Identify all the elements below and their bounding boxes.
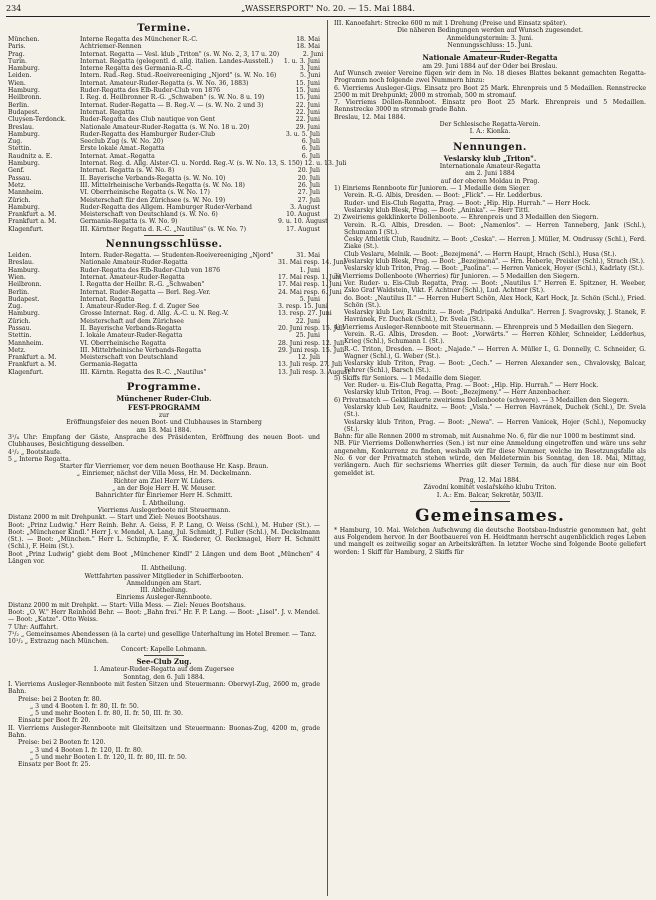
column-divider	[327, 20, 328, 896]
table-row	[8, 131, 320, 138]
row-date: 27. Juli	[297, 189, 320, 197]
breslau-line: Breslau, 12. Mai 1884.	[334, 113, 406, 121]
entry-line: 1) Einriems Rennboote für Junioren. — 1 Medaille dem Sieger.	[334, 185, 531, 193]
row-event: Grosse Internat. Reg. d. Allg. A.-C. u. N. Reg.-V.	[80, 310, 229, 318]
program-line: „ an der Boje Herr H. W. Meuser.	[112, 485, 216, 493]
entry-line: NB. Für Vierriems Dollenwherries (Sen.) ist nur eine Anmeldung eingetroffen und wäre uns sehr angenehm, Konkurrenz zu finden, weshalb wir für diese Nummer, welche im Besetzungsfalle als No. 6 vor der Privatmatch stehen würde, den Meldetermin bis Sonntag, den 18. Mai, Mittag, verlängern. Auch für sechsriems Wherries gilt dieser Termin, da auch für diese nur ein Boot gemeldet ist.	[334, 440, 646, 477]
program-line: Starter für Vierriemer, vor dem neuen Boothause Hr. Kasp. Braun.	[59, 463, 269, 471]
entry-line: 3) Vierriems Dollenboote (Wherries) für Junioren. — 5 Medaillen den Siegern.	[334, 272, 580, 280]
row-event: II. Bayerische Verbands-Regatta (s. W. No. 10)	[80, 174, 226, 182]
row-date: 15. Juni	[295, 79, 320, 87]
entry-line: 4) Vierriems Ausleger-Rennboote mit Steuermann. — Ehrenpreis und 5 Medaillen den Siegern.	[334, 323, 634, 331]
entry-line: Závodní komitét veslařského klubu Triton.	[423, 484, 557, 492]
row-place: Breslau.	[8, 123, 34, 131]
row-place: Cluysen-Terdonck.	[8, 116, 67, 124]
termine-heading: Termine.	[137, 23, 191, 34]
table-row	[8, 346, 345, 354]
program-line: 7 Uhr: Auffahrt.	[8, 623, 59, 631]
entry-line: Veslarsky klub Triton, Prag. — Boot: „Cech." — Herren Alexander sen., Chvalovsky, Balcar, Fehrer (Schl.), Barsch (St.).	[344, 360, 646, 375]
entry-line: Club Veslaru, Melnik. — Boot: „Bezejmená". — Herrn Haupt, Hrach (Schl.), Husa (St.).	[344, 250, 617, 258]
entry-line: Veslarsky klub Triton, Prag. — Boot: „Paolina". — Herren Vanicek, Hoyer (Schl.), Kadrlaty (St.).	[344, 265, 644, 273]
row-date: 27. Juli	[297, 196, 320, 204]
muenchener-title-line: Münchener Ruder-Club.	[116, 394, 212, 404]
row-place: Leiden.	[8, 72, 32, 80]
row-date: 25. Juni	[295, 332, 320, 340]
row-place: Leiden.	[8, 252, 32, 260]
row-date: 29. Juni	[295, 123, 320, 131]
row-place: Raudnitz a. E.	[8, 152, 53, 160]
row-date: 31. Mai resp. 14. Juni	[278, 259, 346, 267]
table-row	[8, 189, 320, 196]
row-date: 1. Juni	[299, 266, 320, 274]
row-event: II. Bayerische Verbands-Regatta	[80, 324, 182, 332]
entry-line: Ver. Ruder- u. Eis-Club Regatta, Prag. — Boot: „Nautilus I." Herren E. Spitzner, H. Weeber, Zsko Graf Waldstein, Vikt. F. Achtner (Schl.), Lud. Achtner (St.).	[344, 279, 646, 295]
row-date: 15. Juni	[295, 94, 320, 102]
nennungen-heading: Nennungen.	[453, 141, 527, 153]
row-event: Germania-Regatta (s. W. No. 9)	[80, 218, 178, 226]
row-event: Germania-Regatta	[80, 361, 138, 369]
row-date: 3. August	[290, 203, 320, 211]
program-line: Richter am Ziel Herr W. Lüders.	[113, 477, 215, 485]
program-line: „ Einriemer, nächst der Villa Mess, Hr. M. Deckelmann.	[76, 470, 252, 478]
entry-line: R.-C. Triton, Dresden. — Boot: „Najade." — Herren A. Müller I., G. Donnelly, C. Schneider, G. Wagner (Schl.), G. Weber (St.).	[344, 345, 646, 360]
table-row	[8, 36, 320, 43]
row-event: Internat. Ruder-Regatta — B. Reg.-V. — (s. W. No. 2 und 3)	[80, 101, 264, 109]
entry-line: Veslarsky klub Blesk, Prag. — Boot: „Bezejmená". — Hrn. Heberle, Preisler (Schl.), Strach (St.).	[344, 258, 645, 266]
table-row	[8, 124, 320, 131]
seeclub-line: Preise: bei 2 Booten fr. 80.	[18, 695, 102, 703]
program-line: Vierriems Auslegerboote mit Steuermann.	[97, 506, 231, 514]
table-row	[8, 211, 320, 218]
row-date: 13. Juli resp. 3. August	[278, 368, 350, 376]
table-row	[8, 87, 320, 94]
table-row	[8, 43, 320, 50]
table-row	[8, 218, 328, 226]
row-event: Meisterschaft von Deutschland (s. W. No. 6)	[80, 211, 218, 219]
program-line: Bahnrichter für Einriemer Herr H. Schmitt.	[95, 492, 233, 500]
entry-line: Veslarsky klub Triton, Prag. — Boot: „Newa". — Herren Vanicek, Hojer (Schl.), Nepomucky (St.).	[344, 418, 646, 433]
row-event: Internat. Regatta (s. W. No. 8)	[80, 167, 175, 175]
row-place: Turin.	[8, 57, 28, 65]
entry-line: Verein. R.-G. Albis, Dresden. — Boot: „Flick". — Hr. Ledderbus.	[344, 192, 543, 200]
kanoefahrt-line: Anmeldungstermin: 3. Juni.	[446, 34, 534, 42]
row-date: 20. Juni resp. 15. Juli	[278, 324, 345, 332]
entry-line: Ver. Ruder- u. Eis-Club Regatta, Prag. — Boot: „Hip. Hip. Hurrah." — Herr Hock.	[344, 382, 599, 390]
row-place: Hamburg.	[8, 65, 40, 73]
row-date: 2. Juni	[302, 50, 324, 58]
row-place: Berlin.	[8, 288, 30, 296]
row-date: 17. Mai resp. 1. Juni	[278, 273, 342, 281]
row-place: Paris.	[8, 43, 26, 51]
row-date: 20. Juli	[297, 174, 320, 182]
program-line: I. Abtheilung.	[142, 499, 186, 507]
row-place: Klagenfurt.	[8, 368, 44, 376]
table-row	[8, 116, 320, 123]
program-line: Anmeldungen am Start.	[126, 579, 202, 587]
program-line: Distanz 2000 m mit Drehpunkt. — Start und Ziel: Neues Bootshaus.	[8, 514, 222, 522]
program-line: II. Abtheilung.	[141, 565, 187, 573]
programme-heading: Programme.	[126, 382, 202, 394]
row-event: Internat. Reg. d. Allg. Alster-Cl. u. Nordd. Reg.-V. (s. W. No. 13, S. 150)	[80, 160, 303, 168]
row-place: Zug.	[8, 138, 23, 146]
row-place: Passau.	[8, 324, 32, 332]
table-row	[8, 204, 320, 211]
muenchener-title-line: FEST-PROGRAMM	[127, 402, 201, 412]
muenchener-program	[8, 434, 320, 653]
row-event: Ruder-Regatta des Hamburger Ruder-Club	[80, 130, 216, 138]
row-date: 29. Juni resp. 15. Juli	[278, 346, 345, 354]
table-row	[8, 361, 343, 369]
row-event: Meisterschaft auf dem Zürichsee	[80, 317, 184, 325]
row-place: Metz.	[8, 181, 26, 189]
row-place: Frankfurt a. M.	[8, 211, 57, 219]
table-row	[8, 80, 320, 87]
table-row	[8, 175, 320, 182]
entry-line: Bahn: für alle Rennen 2000 m stromab, mit Ausnahme No. 6, für die nur 1000 m bestimmt sind.	[334, 433, 636, 441]
row-place: Klagenfurt.	[8, 225, 44, 233]
gemeinsames-text: * Hamburg, 10. Mai. Welchen Aufschwung die deutsche Bootsbau-Industrie genommen hat, geht aus Folgendem hervor. In der Bootbauerei von H. Heidtmann herrscht augenblicklich reges Leben und mangelt es zeitweilig sogar an Arbeitskräften. In letzter Woche sind folgende Boote geliefert worden: 1 Skiff für Hamburg, 2 Skiffs für	[334, 526, 646, 556]
breslau-line: I. A.: Kionka.	[469, 128, 511, 136]
row-place: Hamburg.	[8, 266, 40, 274]
breslau-line: 7. Vierriems Dollen-Rennboot. Einsatz pro Boot 25 Mark. Ehrenpreis und 5 Medaillen. Rennstrecke 3000 m stromab grade Bahn.	[334, 99, 646, 114]
seeclub-line: II. Vierriems Ausleger-Rennboote mit Gleitsitzen und Steuermann: Buonas-Zug, 4200 m, grade Bahn.	[8, 724, 320, 740]
row-event: III. Kärntner Regatta d. R.-C. „Nautilus" (s. W. No. 7)	[80, 225, 246, 233]
table-row	[8, 160, 347, 168]
row-date: 3. u. 5. Juli	[285, 130, 320, 138]
row-date: 5. Juni	[299, 295, 320, 303]
row-event: VI. Oberrheinische Regatta (s. W. No. 17)	[80, 189, 210, 197]
muenchener-title-line: Eröffnungsfeier des neuen Boot- und Clubhauses in Starnberg	[66, 419, 262, 427]
table-row	[8, 65, 320, 72]
triton-heading: Veslarsky klub „Triton".	[443, 153, 537, 163]
row-event: I. Reg. d. Heilbronner R.-G. „Schwaben" (s. W. No. 8 u. 19)	[80, 94, 265, 102]
seeclub-line: Einsatz per Boot fr. 20.	[18, 717, 91, 725]
seeclub-line: „ 5 und mehr Booten I. fr. 80, II. fr. 50, III. fr. 30.	[30, 710, 183, 718]
row-event: Meisterschaft von Deutschland	[80, 354, 178, 362]
table-row	[8, 288, 342, 296]
row-date: 28. Juni resp. 12. Juli	[278, 339, 345, 347]
row-date: 20. Juli	[297, 167, 320, 175]
row-date: 10. August	[286, 211, 320, 219]
entry-line: I. A.: Em. Balcar, Sekretär, 503/II.	[436, 491, 544, 499]
nennungsschluesse-list	[8, 252, 350, 376]
row-place: Zug.	[8, 303, 23, 311]
row-place: Mannheim.	[8, 189, 44, 197]
row-place: Budapest.	[8, 295, 40, 303]
table-row	[8, 339, 345, 347]
row-date: 12. u. 13. Juli	[304, 160, 347, 168]
entry-line: 6) Privatmatch — Gekklinkerte zweiriems Dollenboote (schwere). — 3 Medaillen den Siegern.	[334, 396, 630, 404]
row-date: 6. Juli	[301, 152, 320, 160]
kanoefahrt-line: Nennungsschluss: 15. Juni.	[447, 41, 533, 49]
row-event: Internat. Regatta (gelegentl. d. allg. italien. Landes-Ausstell.)	[80, 57, 274, 65]
kanoefahrt-line: III. Kanoefahrt: Strecke 600 m mit 1 Drehung (Preise und Einsatz später).	[334, 20, 568, 27]
row-date: 17. Mai resp. 1. Juni	[278, 281, 342, 289]
seeclub-line: See-Club Zug.	[136, 656, 192, 666]
table-row	[8, 252, 320, 259]
row-date: 3. Juni	[299, 65, 320, 73]
triton-entries	[334, 185, 646, 499]
program-line: Boot: „Prinz Ludwig." Herr Reinh. Behr. A. Geiss, F. P. Lang, O. Weiss (Schl.), M. Huber (St.). — Boot: „Münchener Kindl." Herr J. v. Mendel, A. Lang, Jul. Schmidt, J. Fuller (Schl.), M. Deckelmann (St.). — Boot: „München." Herr L. Schimpfle, F. X. Riederer, O. Reckmagel, Herr H. Schmitt (Schl.), F. Heim (St.).	[8, 521, 320, 551]
entry-line: Veslarsky klub Lev, Raudnitz. — Boot: „Padripaká Andulka". Herren J. Svagrovsky, J. Stanek, F. Havránek, Fr. Duchek (Schl.), Dr. Svela (St.).	[344, 309, 646, 324]
row-date: 1. u. 3. Juni	[283, 57, 320, 65]
table-row	[8, 153, 320, 160]
seeclub-line: Einsatz per Boot fr. 25.	[18, 761, 91, 769]
section-rule	[144, 235, 184, 236]
section-rule	[470, 51, 510, 52]
muenchener-title-line: zur	[158, 412, 170, 420]
row-event: III. Mittelrheinische Verbands-Regatta (s. W. No. 18)	[80, 181, 245, 189]
table-row	[8, 109, 320, 116]
gemeinsames-heading: Gemeinsames.	[415, 505, 565, 526]
breslau-line: 6. Vierriems Ausleger-Gigs. Einsatz pro Boot 25 Mark. Ehrenpreis und 5 Medaillen. Rennstrecke 2500 m mit Drehpunkt; 2000 m stromab, 500 m stromauf.	[334, 84, 646, 99]
row-date: 18. Mai	[296, 36, 320, 43]
left-column	[8, 20, 350, 898]
row-event: III. Kärntn. Regatta des R.-C. „Nautilus"	[80, 368, 207, 376]
row-event: Ruder-Regatta des Allgem. Hamburger Ruder-Verband	[80, 203, 252, 211]
program-line: Wettfahrten passiver Mitglieder in Schifferbooten.	[84, 572, 244, 580]
seeclub-line: „ 5 und mehr Booten I. fr. 120, II. fr. 80, III. fr. 50.	[30, 753, 187, 761]
kanoefahrt-line: Die näheren Bedingungen werden auf Wunsch zugesendet.	[397, 27, 583, 35]
table-row	[8, 182, 320, 189]
row-place: Metz.	[8, 346, 26, 354]
row-date: 18. Mai	[296, 43, 320, 51]
program-line: 5 „ Interne Regatta.	[8, 455, 71, 463]
entry-line: Ruder- und Eis-Club Regatta, Prag. — Boot: „Hip. Hip. Hurrah." — Herr Hock.	[344, 199, 591, 207]
row-place: Mannheim.	[8, 339, 44, 347]
row-place: Stettin.	[8, 145, 32, 153]
row-place: Frankfurt a. M.	[8, 361, 57, 369]
muenchener-heading-block	[8, 395, 320, 434]
row-event: I. lokale Amateur-Ruder-Regatta	[80, 332, 183, 340]
row-event: I. Regatta der Heilbr. R.-G. „Schwaben"	[80, 281, 205, 289]
row-event: Ruder-Regatta des Club nautique von Gent	[80, 116, 216, 124]
row-event: Erste lokale Amat.-Regatta	[80, 145, 165, 153]
seeclub-line: Sonntag, den 6. Juli 1884.	[123, 673, 205, 681]
row-place: Hamburg.	[8, 203, 40, 211]
program-line: Distanz 2000 m mit Drehpkt. — Start: Villa Mess. — Ziel: Neues Bootshaus.	[8, 601, 246, 609]
program-line: III. Abtheilung.	[140, 587, 188, 595]
row-place: Heilbronn.	[8, 281, 42, 289]
seeclub-zug-program	[8, 658, 320, 769]
row-date: 9. u. 10. August	[278, 218, 328, 226]
table-row	[8, 259, 346, 267]
row-place: Wien.	[8, 273, 26, 281]
breslau-line: Auf Wunsch zweier Vereine fügen wir dem in No. 18 dieses Blattes bekannt gemachten Regatta-Programm noch folgende zwei Nummern hinzu:	[334, 69, 646, 85]
row-place: Hamburg.	[8, 160, 40, 168]
table-row	[8, 58, 320, 65]
table-row	[8, 145, 320, 152]
triton-subheading-line: auf der oberen Moldau in Prag.	[440, 177, 540, 185]
table-row	[8, 273, 342, 281]
row-date: 5. Juni	[300, 72, 321, 80]
row-event: I. Amateur-Ruder-Reg. f. d. Zuger See	[80, 303, 200, 311]
row-event: Meisterschaft für den Zürichsee (s. W. No. 19)	[80, 196, 226, 204]
program-line: 7¹/₂ „ Gemeinsames Abendessen (à la carte) und gesellige Unterhaltung im Hotel Bremer. — Tanz.	[8, 630, 317, 638]
row-place: Passau.	[8, 174, 32, 182]
termine-list	[8, 36, 347, 233]
table-row	[8, 94, 320, 101]
row-event: Interne Regatta des Münchener R.-C.	[80, 36, 198, 43]
page-number: 234	[6, 4, 22, 13]
header-rule	[6, 16, 650, 17]
seeclub-line: „ 3 und 4 Booten I. fr. 120, II. fr. 80.	[30, 746, 143, 754]
row-place: Budapest.	[8, 108, 40, 116]
row-date: 22. Juni	[295, 317, 320, 325]
entry-line: Verein. R.-G. Albis, Dresden. — Boot: „Vorwärts." — Herren Köhler, Schneider, Ledderhus, Krieg (Schl.), Schumann I. (St.).	[344, 330, 646, 346]
row-date: 13. resp. 27. Juni	[278, 310, 332, 318]
entry-line: 2) Zweiriems gekklinkerte Dollenboote. — Ehrenpreis und 3 Medaillen den Siegern.	[334, 214, 599, 222]
section-rule	[144, 378, 184, 379]
row-place: Zürich.	[8, 317, 31, 325]
row-place: Hamburg.	[8, 130, 40, 138]
row-place: Prag.	[8, 50, 25, 58]
entry-line: Veslarsky klub Blesk, Prag. — Boot: „Aninka". — Herr Tittl.	[344, 206, 530, 214]
seeclub-line: Preise: bei 2 Booten fr. 120.	[18, 739, 106, 747]
seeclub-line: I. Vierriems Ausleger-Rennboote mit festen Sitzen und Steuermann: Oberwyl-Zug, 2600 m, grade Bahn.	[8, 680, 320, 696]
kanoefahrt-block	[334, 20, 646, 49]
entry-line: do. Boot: „Nautilus II." — Herren Hubert Schön, Alex Hock, Karl Hock, Jz. Schön (Schl.), Fried. Schön (St.).	[344, 294, 646, 309]
row-place: Frankfurt a. M.	[8, 354, 57, 362]
triton-subheading-line: Internationale Amateur-Regatta	[439, 163, 541, 171]
program-line: Boot: „O. W." Herr Reinhold Behr. — Boot: „Bahn frei." Hr. F. P. Lang. — Boot: „Lisel". J. v. Mendel. — Boot: „Katze". Otto Weiss.	[8, 609, 320, 624]
row-date: 13. Juli resp. 27. Juli	[278, 361, 343, 369]
triton-subheading-line: am 2. Juni 1884	[465, 170, 515, 178]
table-row	[8, 102, 320, 109]
table-row	[8, 226, 320, 233]
breslau-block	[334, 63, 646, 136]
program-line: Boot „Prinz Ludwig" giebt dem Boot „Münchener Kindl" 2 Längen und dem Boot „München" 4 Längen vor.	[8, 550, 320, 565]
row-event: Internat. Amateur-Ruder-Regatta (s. W. No. 36, 1883)	[80, 79, 249, 87]
section-rule	[470, 501, 510, 502]
table-row	[8, 281, 342, 289]
entry-line: Verein. R.-G. Albis, Dresden. — Boot: „Namenlos". — Herren Tanneberg, Jank (Schl.), Schumann I (St.).	[344, 221, 646, 236]
entry-line: 5) Skiffs für Seniors. — 1 Medaille dem Sieger.	[334, 374, 482, 382]
row-event: Ruder-Regatta des Elb-Ruder-Club von 1876	[80, 87, 221, 95]
row-place: Hamburg.	[8, 310, 40, 318]
row-event: Nationale Amateur-Ruder-Regatta (s. W. No. 18 u. 20)	[80, 123, 250, 131]
table-row	[8, 197, 320, 204]
row-date: 31. Mai	[296, 252, 320, 260]
table-row	[8, 303, 328, 311]
table-row	[8, 310, 332, 318]
row-event: Internat. Ruder-Regatta — Berl. Reg.-Ver.	[80, 288, 211, 296]
row-event: Intern. Ruder-Regatta. — Studenten-Roeivereeniging „Njord"	[80, 252, 274, 260]
table-row	[8, 332, 320, 339]
section-rule	[144, 655, 184, 656]
seeclub-line: „ 3 und 4 Booten I. fr. 80, II. fr. 50.	[30, 702, 139, 710]
row-event: Internat. Amateur-Ruder-Regatta	[80, 273, 185, 281]
row-date: 17. August	[286, 225, 320, 233]
row-event: III. Mittelrheinische Verbands-Regatta	[80, 346, 202, 354]
row-date: 22. Juni	[295, 116, 320, 124]
row-event: Internat. Regatta	[80, 108, 135, 116]
entry-line: Česky Athletik Club, Raudnitz. — Boot: „Ceska". — Herren J. Müller, M. Ondrussy (Schl.), Ferd. Ziake (St.).	[344, 236, 646, 251]
row-place: Heilbronn.	[8, 94, 42, 102]
row-event: Intern. Rud.-Reg. Stud.-Roeivereeniging „Njord" (s. W. No. 16)	[80, 72, 277, 80]
row-date: 22. Juni	[295, 101, 320, 109]
table-row	[8, 296, 320, 303]
row-event: Internat. Regatta	[80, 295, 135, 303]
row-date: 22. Juni	[295, 108, 320, 116]
breslau-heading: Nationale Amateur-Ruder-Regatta	[422, 53, 558, 63]
row-date: 26. Juli	[297, 181, 320, 189]
row-event: Internat. Regatta — Vesl. klub „Triton" (s. W. No. 2, 3, 17 u. 20)	[80, 50, 280, 58]
breslau-line: Der Schlesische Regatta-Verein.	[439, 121, 541, 129]
row-date: 15. Juni	[295, 87, 320, 95]
program-line: 10¹/₂ „ Extrazug nach München.	[8, 638, 109, 646]
row-date: 6. Juli	[301, 145, 320, 153]
muenchener-title-line: am 18. Mai 1884.	[136, 426, 192, 434]
table-row	[8, 267, 320, 274]
row-event: Nationale Amateur-Ruder-Regatta	[80, 259, 188, 267]
entry-line: Prag, 12. Mai 1884.	[458, 476, 522, 484]
row-event: Ruder-Regatta des Elb-Ruder-Club von 1876	[80, 266, 221, 274]
row-date: 24. Mai resp. 6. Juni	[278, 288, 342, 296]
row-place: Breslau.	[8, 259, 34, 267]
row-place: Frankfurt a. M.	[8, 218, 57, 226]
program-line: Einriems Ausleger-Rennboote.	[116, 594, 212, 602]
right-column	[334, 20, 646, 898]
section-rule	[470, 138, 510, 139]
row-event: Interne Regatta des Germania-R.-C.	[80, 65, 193, 73]
table-row	[8, 138, 320, 145]
nennungsschluesse-heading: Nennungsschlüsse.	[105, 239, 223, 251]
table-row	[8, 354, 320, 361]
table-row	[8, 368, 350, 376]
program-line: 3¹/₄ Uhr: Empfang der Gäste, Ansprache des Präsidenten, Eröffnung des neuen Boot- und Clubhauses, Besichtigung desselben.	[8, 433, 320, 449]
entry-line: Veslarsky klub Triton, Prag. — Boot: „Bezejmeny." — Herr Anzenbacher.	[344, 389, 571, 397]
row-place: Hamburg.	[8, 87, 40, 95]
triton-subheading	[334, 163, 646, 185]
row-date: 12. Juli	[297, 354, 320, 362]
table-row	[8, 167, 320, 174]
page-title: „WASSERSPORT" No. 20. — 15. Mai 1884.	[241, 4, 415, 13]
row-place: Berlin.	[8, 101, 30, 109]
table-row	[8, 318, 320, 325]
entry-line: Veslarsky klub Lev, Raudnitz. — Boot: „Visla." — Herren Havránek, Duchek (Schl.), Dr. Svela (St.).	[344, 403, 646, 419]
row-place: Zürich.	[8, 196, 31, 204]
page-header	[6, 3, 650, 15]
table-row	[8, 50, 324, 58]
row-place: Wien.	[8, 79, 26, 87]
table-row	[8, 72, 320, 79]
program-line: Concert: Kapelle Lohmann.	[121, 645, 207, 653]
row-event: Achtriemer-Rennen	[80, 43, 142, 51]
row-event: VI. Oberrheinische Regatta	[80, 339, 166, 347]
row-place: Stettin.	[8, 332, 32, 340]
program-line: 4¹/₂ „ Bootstaufe.	[8, 448, 62, 456]
seeclub-line: I. Amateur-Ruder-Regatta auf dem Zugersee	[93, 666, 235, 674]
row-event: Seeclub Zug (s. W. No. 20)	[80, 138, 164, 146]
row-date: 6. Juli	[301, 138, 320, 146]
table-row	[8, 324, 345, 332]
row-event: Internat. Amat.-Regatta	[80, 152, 155, 160]
row-place: Genf.	[8, 167, 25, 175]
breslau-line: am 29. Juni 1884 auf der Oder bei Breslau.	[422, 62, 558, 70]
row-place: München.	[8, 36, 40, 43]
row-date: 3. resp. 15. Juni	[278, 303, 328, 311]
